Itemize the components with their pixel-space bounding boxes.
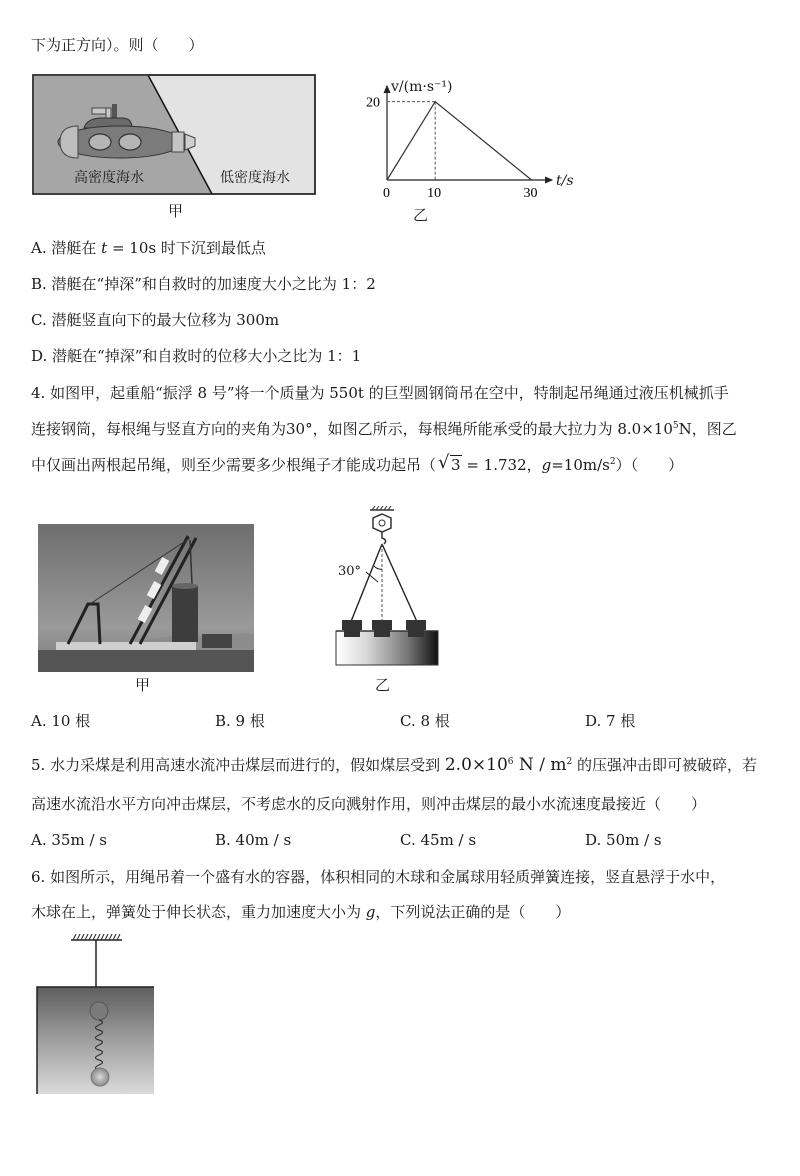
x-tick-label: 0: [383, 186, 390, 201]
q4-figure-jia-caption: 甲: [135, 676, 151, 694]
q4-g-exponent: 2: [609, 457, 616, 467]
pulley-icon: [373, 514, 391, 532]
wooden-ball: [90, 1002, 108, 1020]
q3-stem-tail: 下为正方向）。则（ ）: [31, 36, 204, 54]
q4-line-3-a: 中仅画出两根起吊绳，则至少需要多少根绳子才能成功起吊（: [31, 456, 437, 474]
q3-option-d[interactable]: D. 潜艇在“掉深”和自救时的位移大小之比为 1：1: [31, 347, 362, 365]
pressure-value: [445, 755, 572, 775]
x-tick-label: 30: [523, 186, 538, 201]
x-axis-label: t/s: [556, 173, 574, 189]
q5-line-2: 高速水流沿水平方向冲击煤层，不考虑水的反向溅射作用，则冲击煤层的最小水流速度最接近（ ）: [31, 795, 707, 813]
q5-line-1-b: 的压强冲击即可被破碎，若: [572, 756, 757, 774]
pressure-exponent: 6: [507, 757, 514, 767]
angle-arc: [374, 566, 382, 569]
hook-icon: [382, 532, 386, 544]
q5-option-d[interactable]: D. 50m / s: [585, 831, 662, 849]
rope-diagram: [330, 506, 450, 671]
q4-line-3-c: =10m/s: [551, 456, 610, 474]
q4-option-b[interactable]: B. 9 根: [215, 712, 265, 730]
q4-line-1: 4. 如图甲，起重船“振浮 8 号”将一个质量为 550t 的巨型圆钢筒吊在空中，特制起吊绳通过液压机械抓手: [31, 384, 729, 402]
q4-line-2-b: N，图乙: [678, 420, 737, 438]
q6-line-2: [31, 903, 570, 921]
q5-option-c[interactable]: C. 45m / s: [400, 831, 477, 849]
q5-option-a[interactable]: A. 35m / s: [31, 831, 107, 849]
q3-figure-yi-caption: 乙: [413, 206, 429, 224]
q4-line-2-a: 连接钢筒，每根绳与竖直方向的夹角为30°，如图乙所示，每根绳所能承受的最大拉力为 8.0×10: [31, 420, 673, 438]
crane-ship-photo: [38, 524, 254, 672]
q3-option-b[interactable]: B. 潜艇在“掉深”和自救时的加速度大小之比为 1：2: [31, 275, 376, 293]
q4-line-3-d: ）（ ）: [615, 456, 684, 474]
hydraulic-grippers: [342, 620, 426, 637]
metal-ball: [91, 1068, 109, 1086]
q4-g-var: g: [541, 456, 552, 474]
q5-line-1: [31, 756, 757, 774]
q4-figure-yi-caption: 乙: [375, 676, 391, 694]
low-density-seawater-label: 低密度海水: [220, 170, 290, 186]
q6-line-2-a: 木球在上，弹簧处于伸长状态，重力加速度大小为: [31, 903, 366, 921]
x-tick-label: 10: [427, 186, 442, 201]
q3-option-a-suffix: = 10s 时下沉到最低点: [107, 239, 266, 257]
q4-figure-jia-photo: [38, 524, 254, 672]
sqrt-arg: 3: [451, 456, 461, 474]
q4-figure-yi-diagram: [330, 506, 450, 671]
q4-line-3: [31, 456, 683, 474]
angle-label-30-degrees: 30°: [338, 564, 362, 579]
q5-line-1-a: 5. 水力采煤是利用高速水流冲击煤层而进行的，假如煤层受到: [31, 756, 445, 774]
q3-figure-jia-caption: 甲: [168, 202, 184, 220]
y-tick-label: 20: [366, 95, 380, 111]
q6-line-2-b: ，下列说法正确的是（ ）: [375, 903, 571, 921]
q6-line-1: 6. 如图所示，用绳吊着一个盛有水的容器，体积相同的木球和金属球用轻质弹簧连接，竖直悬浮于水中，: [31, 868, 726, 886]
q6-g-var: g: [365, 903, 376, 921]
q4-option-d[interactable]: D. 7 根: [585, 712, 636, 730]
steel-cylinder: [172, 586, 198, 642]
pressure-base: 2.0×10: [444, 755, 508, 775]
pressure-unit-exponent: 2: [566, 757, 573, 767]
left-rope: [350, 544, 382, 624]
q4-option-a[interactable]: A. 10 根: [31, 712, 91, 730]
ceiling-icon: [71, 934, 122, 940]
q5-option-b[interactable]: B. 40m / s: [215, 831, 292, 849]
q3-figure-yi-chart: [360, 76, 580, 226]
right-rope: [382, 544, 418, 624]
y-axis-label: v/(m·s⁻¹): [391, 79, 453, 95]
spring-container-diagram: [34, 934, 154, 1094]
velocity-line: [387, 102, 532, 180]
pressure-unit: N / m: [513, 755, 567, 775]
q4-line-2: [31, 420, 737, 438]
q3-option-a[interactable]: [31, 239, 266, 257]
sqrt-expression: [438, 456, 462, 474]
q3-option-a-var: t: [101, 239, 108, 257]
q4-line-3-b: = 1.732，: [461, 456, 542, 474]
q3-option-a-prefix: A. 潜艇在: [31, 239, 102, 257]
q4-force-exponent: 5: [672, 421, 679, 431]
high-density-seawater-label: 高密度海水: [74, 170, 144, 186]
q3-figure-jia: [32, 74, 316, 196]
q4-option-c[interactable]: C. 8 根: [400, 712, 450, 730]
q3-option-c[interactable]: C. 潜艇竖直向下的最大位移为 300m: [31, 311, 280, 329]
q6-figure-container: [34, 934, 154, 1094]
